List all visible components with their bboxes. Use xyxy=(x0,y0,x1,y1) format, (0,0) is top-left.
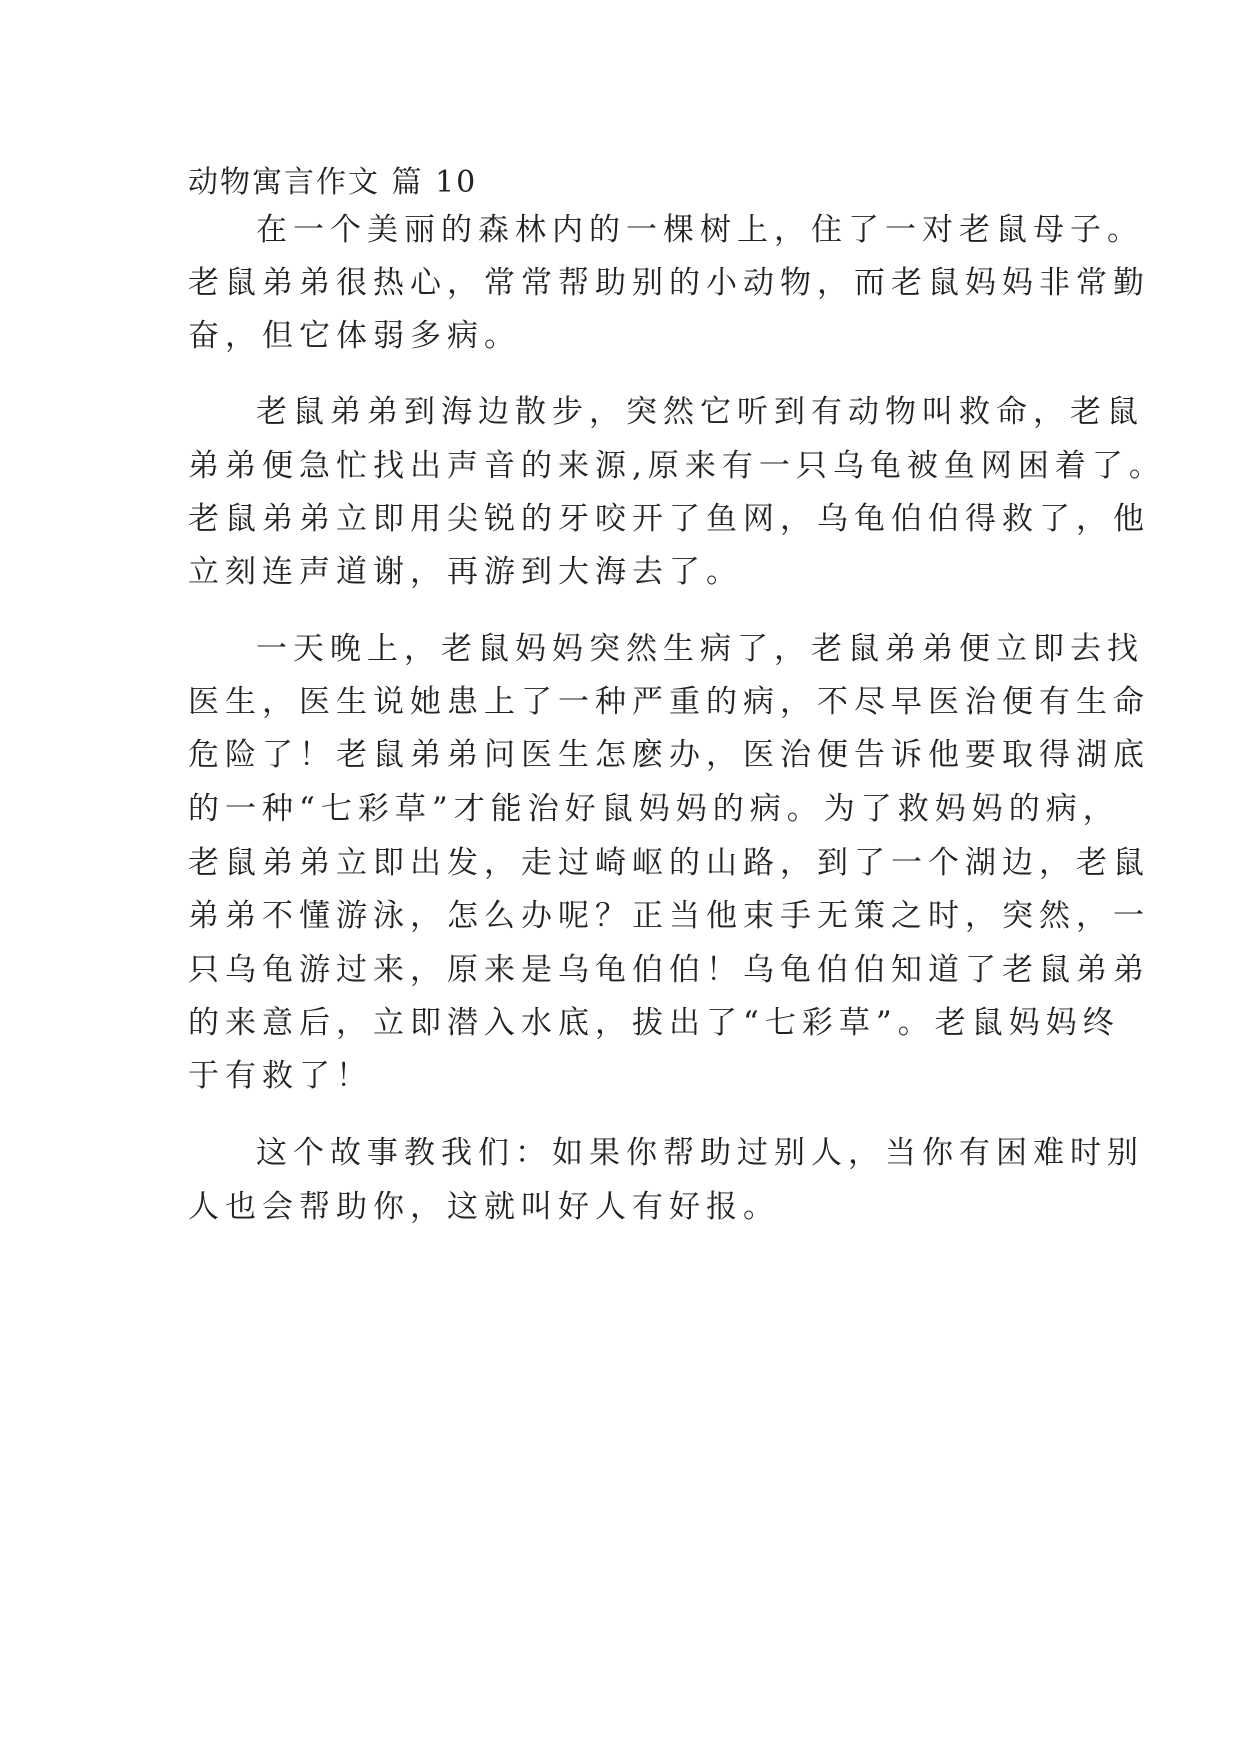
document-title: 动物寓言作文 篇 10 xyxy=(188,165,478,200)
paragraph-2-line-3: 老鼠弟弟立即用尖锐的牙咬开了鱼网，乌龟伯伯得救了，他 xyxy=(188,501,1150,537)
paragraph-3-line-6: 弟弟不懂游泳，怎么办呢？正当他束手无策之时，突然，一 xyxy=(188,898,1150,934)
paragraph-1-line-1: 在一个美丽的森林内的一棵树上，住了一对老鼠母子。 xyxy=(256,212,1144,248)
paragraph-3-line-2: 医生，医生说她患上了一种严重的病，不尽早医治便有生命 xyxy=(188,684,1150,720)
paragraph-3-line-4: 的一种“七彩草”才能治好鼠妈妈的病。为了救妈妈的病， xyxy=(188,791,1120,827)
paragraph-3-line-7: 只乌龟游过来，原来是乌龟伯伯！乌龟伯伯知道了老鼠弟弟 xyxy=(188,952,1150,988)
paragraph-3-line-1: 一天晚上，老鼠妈妈突然生病了，老鼠弟弟便立即去找 xyxy=(256,631,1144,667)
paragraph-1-line-3: 奋，但它体弱多病。 xyxy=(188,318,521,354)
paragraph-3-line-3: 危险了！老鼠弟弟问医生怎麽办，医治便告诉他要取得湖底 xyxy=(188,737,1150,773)
paragraph-2-line-1: 老鼠弟弟到海边散步，突然它听到有动物叫救命，老鼠 xyxy=(256,394,1144,430)
paragraph-3-line-8: 的来意后，立即潜入水底，拔出了“七彩草”。老鼠妈妈终 xyxy=(188,1005,1120,1041)
paragraph-1-line-2: 老鼠弟弟很热心，常常帮助别的小动物，而老鼠妈妈非常勤 xyxy=(188,265,1150,301)
paragraph-4-line-1: 这个故事教我们：如果你帮助过别人，当你有困难时别 xyxy=(256,1135,1144,1171)
paragraph-2-line-2: 弟弟便急忙找出声音的来源,原来有一只乌龟被鱼网困着了。 xyxy=(188,448,1166,484)
paragraph-3-line-5: 老鼠弟弟立即出发，走过崎岖的山路，到了一个湖边，老鼠 xyxy=(188,845,1150,881)
paragraph-3-line-9: 于有救了！ xyxy=(188,1058,373,1094)
paragraph-2-line-4: 立刻连声道谢，再游到大海去了。 xyxy=(188,554,743,590)
paragraph-4-line-2: 人也会帮助你，这就叫好人有好报。 xyxy=(188,1189,780,1225)
